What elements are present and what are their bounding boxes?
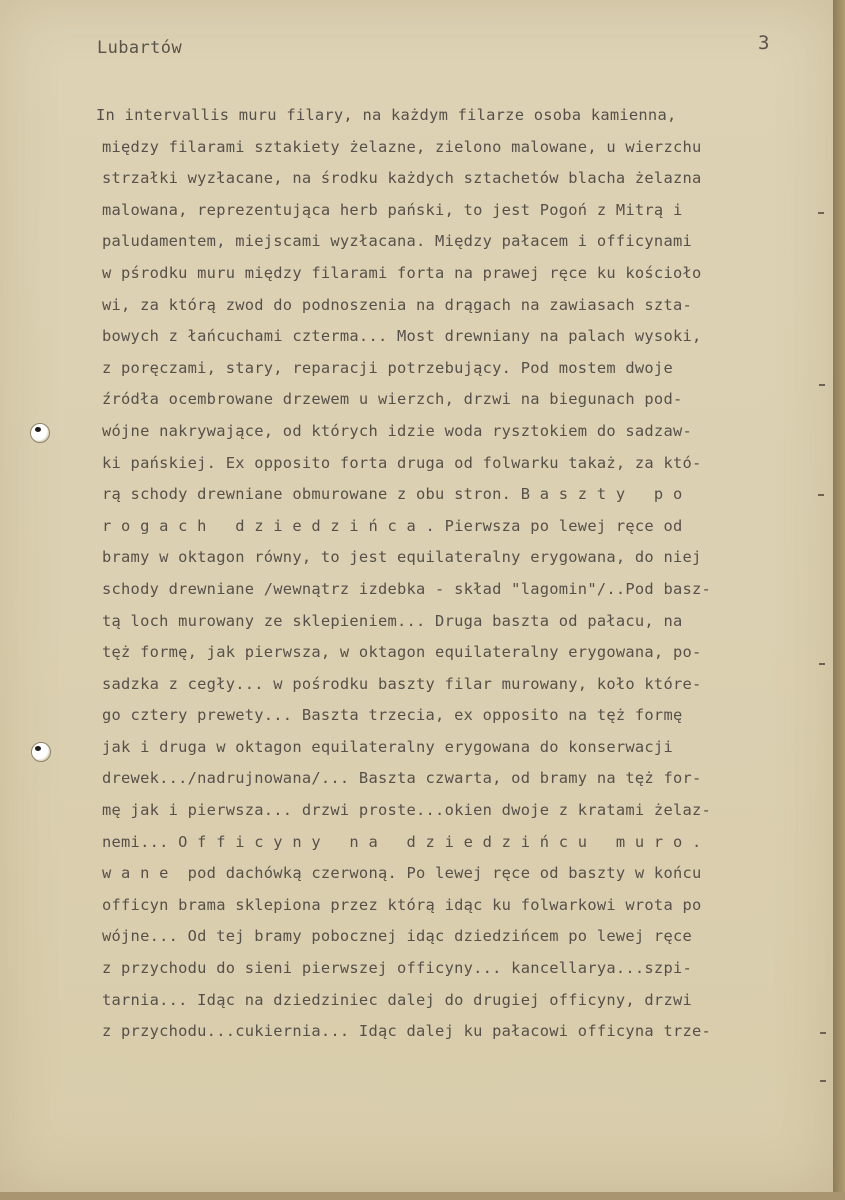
text-line: ki pańskiej. Ex opposito forta druga od folwarku takaż, za któ-	[102, 453, 702, 472]
text-line: jak i druga w oktagon equilateralny erygowana do konserwacji	[102, 737, 673, 756]
text-line: tęż formę, jak pierwsza, w oktagon equilateralny erygowana, po-	[102, 643, 702, 662]
punch-hole-upper	[30, 423, 50, 443]
margin-tick-mark	[819, 663, 825, 665]
text-line: strzałki wyzłacane, na środku każdych sztachetów blacha żelazna	[102, 169, 702, 188]
text-line: mę jak i pierwsza... drzwi proste...okien dwoje z kratami żelaz-	[102, 801, 712, 820]
margin-tick-mark	[820, 1032, 826, 1034]
margin-tick-mark	[818, 494, 824, 496]
text-line: drewek.../nadrujnowana/... Baszta czwarta, od bramy na tęż for-	[102, 769, 702, 788]
text-line: z przychodu...cukiernia... Idąc dalej ku pałacowi officyna trze-	[102, 1022, 712, 1041]
text-line: wi, za którą zwod do podnoszenia na drągach na zawiasach szta-	[102, 295, 692, 314]
text-line: między filarami sztakiety żelazne, zielono malowane, u wierzchu	[102, 137, 702, 156]
text-line: tą loch murowany ze sklepieniem... Druga baszta od pałacu, na	[102, 611, 683, 630]
text-line: officyn brama sklepiona przez którą idąc ku folwarkowi wrota po	[102, 895, 702, 914]
margin-tick-mark	[818, 212, 824, 214]
margin-tick-mark	[819, 384, 825, 386]
page-number: 3	[758, 32, 770, 54]
text-line: tarnia... Idąc na dziedziniec dalej do drugiej officyny, drzwi	[102, 990, 692, 1009]
text-line: paludamentem, miejscami wyzłacana. Między pałacem i officynami	[102, 232, 692, 251]
text-line: rą schody drewniane obmurowane z obu stron. B a s z t y p o	[102, 485, 683, 504]
punch-hole-lower-shadow	[35, 746, 41, 751]
text-line: In intervallis muru filary, na każdym filarze osoba kamienna,	[96, 106, 677, 124]
text-line: malowana, reprezentująca herb pański, to jest Pogoń z Mitrą i	[102, 200, 683, 219]
text-line: z przychodu do sieni pierwszej officyny... kancellarya...szpi-	[102, 959, 692, 978]
text-line: go cztery prewety... Baszta trzecia, ex opposito na tęż formę	[102, 706, 683, 725]
text-line: w pśrodku muru między filarami forta na prawej ręce ku kościoło	[102, 263, 702, 282]
header-place: Lubartów	[97, 38, 183, 58]
text-line: sadzka z cegły... w pośrodku baszty filar murowany, koło które-	[102, 674, 702, 693]
margin-tick-mark	[820, 1080, 826, 1082]
text-line: wójne... Od tej bramy pobocznej idąc dziedzińcem po lewej ręce	[102, 927, 692, 946]
text-line: r o g a c h d z i e d z i ń c a . Pierwsza po lewej ręce od	[102, 516, 683, 535]
text-line: źródła ocembrowane drzewem u wierzch, drzwi na biegunach pod-	[102, 390, 683, 409]
text-line: nemi... O f f i c y n y n a d z i e d z i ń c u m u r o .	[102, 832, 702, 851]
text-line: wójne nakrywające, od których idzie woda rysztokiem do sadzaw-	[102, 421, 692, 440]
text-line: z poręczami, stary, reparacji potrzebujący. Pod mostem dwoje	[102, 358, 673, 377]
text-line: bowych z łańcuchami czterma... Most drewniany na palach wysoki,	[102, 327, 702, 346]
text-line: schody drewniane /wewnątrz izdebka - skład "lagomin"/..Pod basz-	[102, 579, 712, 598]
page-edge-bottom	[0, 1192, 845, 1200]
punch-hole-lower	[31, 742, 51, 762]
punch-hole-upper-shadow	[35, 427, 41, 432]
page-edge-right	[833, 0, 845, 1200]
text-line: bramy w oktagon równy, to jest equilateralny erygowana, do niej	[102, 548, 702, 567]
text-line: w a n e pod dachówką czerwoną. Po lewej ręce od baszty w końcu	[102, 864, 702, 883]
typed-body-text	[96, 100, 826, 1048]
